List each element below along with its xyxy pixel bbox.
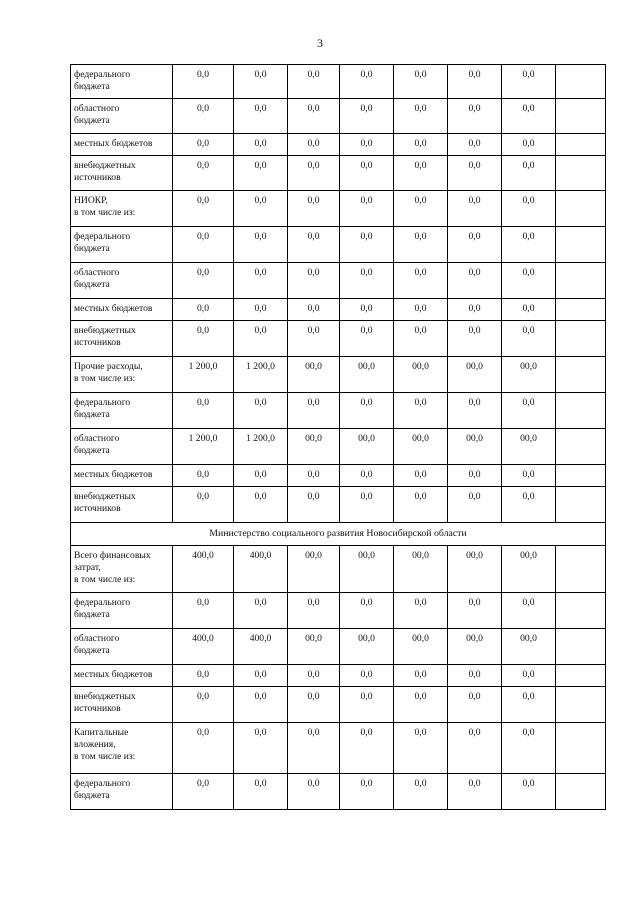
value-cell: 0,0: [502, 665, 556, 687]
value-cell: [556, 774, 606, 810]
row-label: [71, 263, 173, 299]
value-cell: 0,0: [234, 321, 288, 357]
row-label-line: Прочие расходы,: [74, 361, 143, 372]
value-cell: 0,0: [448, 593, 502, 629]
value-cell: 00,0: [502, 546, 556, 593]
row-label-line: источников: [74, 337, 121, 348]
value-cell: 0,0: [340, 723, 394, 774]
value-cell: 0,0: [502, 774, 556, 810]
row-label-line: вложения,: [74, 739, 116, 750]
value-cell: 00,0: [288, 429, 340, 465]
value-cell: 0,0: [502, 687, 556, 723]
value-cell: [556, 465, 606, 487]
value-cell: 0,0: [394, 134, 448, 156]
value-cell: 0,0: [173, 65, 234, 99]
value-cell: [556, 156, 606, 191]
value-cell: 0,0: [502, 227, 556, 263]
row-label-line: федерального: [74, 597, 131, 608]
value-cell: 1 200,0: [234, 429, 288, 465]
value-cell: 0,0: [234, 723, 288, 774]
value-cell: 0,0: [502, 263, 556, 299]
row-label: [71, 357, 173, 393]
value-cell: 0,0: [502, 299, 556, 321]
row-label-line: в том числе из:: [74, 574, 136, 585]
value-cell: 0,0: [394, 299, 448, 321]
value-cell: 0,0: [234, 156, 288, 191]
table-row: [71, 774, 606, 810]
value-cell: 0,0: [234, 263, 288, 299]
table-row: [71, 465, 606, 487]
value-cell: 0,0: [502, 134, 556, 156]
table-row: [71, 263, 606, 299]
value-cell: 00,0: [394, 546, 448, 593]
value-cell: 0,0: [173, 227, 234, 263]
value-cell: 0,0: [448, 65, 502, 99]
value-cell: [556, 357, 606, 393]
value-cell: 0,0: [502, 321, 556, 357]
section-header-row: [71, 523, 606, 546]
table-row: [71, 299, 606, 321]
value-cell: 0,0: [502, 593, 556, 629]
row-label: [71, 665, 173, 687]
section-header-row-group: [71, 523, 606, 546]
table-row: [71, 629, 606, 665]
row-label-line: бюджета: [74, 115, 110, 126]
value-cell: 0,0: [340, 774, 394, 810]
value-cell: 0,0: [448, 156, 502, 191]
value-cell: 0,0: [394, 774, 448, 810]
value-cell: 00,0: [448, 357, 502, 393]
value-cell: 0,0: [394, 99, 448, 134]
row-label-line: областного: [74, 633, 120, 644]
table-row: [71, 134, 606, 156]
value-cell: 1 200,0: [173, 357, 234, 393]
value-cell: 400,0: [234, 629, 288, 665]
row-label-line: бюджета: [74, 445, 110, 456]
value-cell: 00,0: [340, 629, 394, 665]
table-row: [71, 546, 606, 593]
value-cell: 0,0: [288, 465, 340, 487]
row-label-line: областного: [74, 267, 120, 278]
row-label: [71, 593, 173, 629]
value-cell: [556, 687, 606, 723]
value-cell: 0,0: [394, 465, 448, 487]
value-cell: 00,0: [448, 546, 502, 593]
table-row: [71, 65, 606, 99]
value-cell: 0,0: [234, 593, 288, 629]
row-label-line: источников: [74, 503, 121, 514]
value-cell: 0,0: [173, 593, 234, 629]
value-cell: 00,0: [288, 357, 340, 393]
value-cell: 0,0: [502, 99, 556, 134]
value-cell: 400,0: [173, 546, 234, 593]
row-label: [71, 629, 173, 665]
value-cell: 0,0: [340, 393, 394, 429]
value-cell: 0,0: [340, 299, 394, 321]
value-cell: 0,0: [448, 321, 502, 357]
value-cell: 0,0: [173, 723, 234, 774]
value-cell: 0,0: [288, 65, 340, 99]
row-label-line: местных бюджетов: [74, 303, 153, 314]
value-cell: 0,0: [234, 65, 288, 99]
value-cell: [556, 429, 606, 465]
value-cell: 0,0: [340, 321, 394, 357]
value-cell: 0,0: [288, 191, 340, 227]
value-cell: 0,0: [448, 393, 502, 429]
value-cell: 0,0: [340, 687, 394, 723]
value-cell: 0,0: [288, 687, 340, 723]
row-label-line: внебюджетных: [74, 691, 136, 702]
value-cell: 0,0: [173, 134, 234, 156]
table-row: [71, 487, 606, 523]
value-cell: 0,0: [448, 263, 502, 299]
row-label-line: федерального: [74, 231, 131, 242]
row-label: [71, 429, 173, 465]
value-cell: 0,0: [173, 774, 234, 810]
row-label-line: бюджета: [74, 279, 110, 290]
value-cell: 0,0: [234, 191, 288, 227]
value-cell: 0,0: [502, 487, 556, 523]
value-cell: 0,0: [502, 65, 556, 99]
value-cell: 0,0: [173, 99, 234, 134]
row-label: [71, 191, 173, 227]
section-title: Министерство социального развития Новосибирской области: [71, 523, 606, 546]
table-row: [71, 321, 606, 357]
value-cell: 0,0: [394, 156, 448, 191]
row-label-line: местных бюджетов: [74, 138, 153, 149]
table-row: [71, 357, 606, 393]
row-label: [71, 299, 173, 321]
value-cell: 0,0: [502, 393, 556, 429]
row-label-line: областного: [74, 433, 120, 444]
value-cell: 0,0: [394, 321, 448, 357]
value-cell: [556, 65, 606, 99]
value-cell: 0,0: [288, 299, 340, 321]
value-cell: 0,0: [288, 723, 340, 774]
value-cell: 0,0: [173, 465, 234, 487]
value-cell: 00,0: [340, 357, 394, 393]
value-cell: 0,0: [340, 134, 394, 156]
page-number: 3: [317, 36, 323, 50]
value-cell: 0,0: [340, 191, 394, 227]
value-cell: [556, 629, 606, 665]
value-cell: 00,0: [448, 429, 502, 465]
row-label-line: Всего финансовых: [74, 550, 151, 561]
row-label: [71, 687, 173, 723]
value-cell: 0,0: [173, 393, 234, 429]
table-row: [71, 99, 606, 134]
value-cell: [556, 487, 606, 523]
value-cell: 0,0: [288, 263, 340, 299]
value-cell: 00,0: [340, 429, 394, 465]
value-cell: 0,0: [234, 665, 288, 687]
value-cell: 0,0: [448, 687, 502, 723]
value-cell: 0,0: [448, 99, 502, 134]
value-cell: 0,0: [288, 227, 340, 263]
value-cell: 0,0: [173, 191, 234, 227]
value-cell: 0,0: [448, 487, 502, 523]
value-cell: 00,0: [340, 546, 394, 593]
value-cell: 0,0: [234, 487, 288, 523]
value-cell: 0,0: [288, 99, 340, 134]
value-cell: 0,0: [173, 687, 234, 723]
row-label-line: источников: [74, 703, 121, 714]
value-cell: 0,0: [234, 465, 288, 487]
row-label-line: внебюджетных: [74, 491, 136, 502]
row-label-line: внебюджетных: [74, 325, 136, 336]
value-cell: 0,0: [502, 465, 556, 487]
value-cell: 0,0: [394, 593, 448, 629]
value-cell: 0,0: [288, 393, 340, 429]
row-label-line: бюджета: [74, 243, 110, 254]
value-cell: 00,0: [394, 357, 448, 393]
value-cell: 00,0: [288, 546, 340, 593]
row-label: [71, 465, 173, 487]
value-cell: 0,0: [288, 321, 340, 357]
value-cell: 0,0: [340, 65, 394, 99]
value-cell: 0,0: [340, 665, 394, 687]
financing-table: [70, 64, 606, 810]
value-cell: 0,0: [340, 99, 394, 134]
row-label: [71, 156, 173, 191]
table-row: [71, 156, 606, 191]
value-cell: [556, 321, 606, 357]
row-label: [71, 65, 173, 99]
value-cell: 0,0: [394, 227, 448, 263]
value-cell: [556, 546, 606, 593]
value-cell: 0,0: [448, 774, 502, 810]
value-cell: 0,0: [394, 487, 448, 523]
value-cell: 0,0: [234, 227, 288, 263]
row-label: [71, 227, 173, 263]
value-cell: 0,0: [173, 665, 234, 687]
row-label-line: бюджета: [74, 609, 110, 620]
row-label: [71, 774, 173, 810]
value-cell: 00,0: [502, 357, 556, 393]
table-row: [71, 393, 606, 429]
row-label-line: местных бюджетов: [74, 469, 153, 480]
value-cell: [556, 593, 606, 629]
value-cell: [556, 134, 606, 156]
row-label-line: НИОКР,: [74, 195, 108, 206]
value-cell: 00,0: [448, 629, 502, 665]
value-cell: 0,0: [173, 487, 234, 523]
value-cell: 0,0: [234, 134, 288, 156]
row-label-line: бюджета: [74, 81, 110, 92]
row-label-line: бюджета: [74, 790, 110, 801]
value-cell: 00,0: [502, 629, 556, 665]
row-label-line: Капитальные: [74, 727, 129, 738]
value-cell: 400,0: [173, 629, 234, 665]
value-cell: 0,0: [173, 299, 234, 321]
value-cell: [556, 393, 606, 429]
value-cell: 0,0: [288, 134, 340, 156]
value-cell: 00,0: [502, 429, 556, 465]
value-cell: 1 200,0: [173, 429, 234, 465]
row-label: [71, 321, 173, 357]
value-cell: 0,0: [394, 65, 448, 99]
row-label-line: внебюджетных: [74, 160, 136, 171]
row-label-line: бюджета: [74, 645, 110, 656]
financing-table-body-part1: [71, 65, 606, 523]
table-row: [71, 723, 606, 774]
financing-table-body-part2: [71, 546, 606, 810]
value-cell: 0,0: [448, 723, 502, 774]
row-label: [71, 99, 173, 134]
value-cell: 0,0: [502, 191, 556, 227]
value-cell: 00,0: [288, 629, 340, 665]
value-cell: 0,0: [394, 687, 448, 723]
value-cell: 1 200,0: [234, 357, 288, 393]
value-cell: 0,0: [340, 465, 394, 487]
row-label-line: областного: [74, 103, 120, 114]
value-cell: 00,0: [394, 429, 448, 465]
value-cell: [556, 299, 606, 321]
row-label-line: в том числе из:: [74, 207, 136, 218]
row-label: [71, 546, 173, 593]
value-cell: 0,0: [448, 665, 502, 687]
value-cell: 0,0: [288, 487, 340, 523]
value-cell: [556, 723, 606, 774]
value-cell: 0,0: [340, 593, 394, 629]
row-label: [71, 487, 173, 523]
value-cell: 0,0: [173, 321, 234, 357]
value-cell: 0,0: [234, 299, 288, 321]
value-cell: 0,0: [448, 191, 502, 227]
value-cell: 0,0: [340, 156, 394, 191]
table-row: [71, 687, 606, 723]
value-cell: 0,0: [288, 593, 340, 629]
value-cell: 0,0: [394, 723, 448, 774]
value-cell: [556, 227, 606, 263]
value-cell: [556, 263, 606, 299]
value-cell: 0,0: [234, 774, 288, 810]
table-row: [71, 429, 606, 465]
row-label-line: федерального: [74, 69, 131, 80]
value-cell: 00,0: [394, 629, 448, 665]
table-row: [71, 227, 606, 263]
value-cell: [556, 191, 606, 227]
value-cell: 0,0: [448, 299, 502, 321]
value-cell: 0,0: [288, 156, 340, 191]
value-cell: 0,0: [448, 134, 502, 156]
value-cell: 0,0: [234, 393, 288, 429]
value-cell: 0,0: [340, 487, 394, 523]
table-row: [71, 593, 606, 629]
value-cell: 0,0: [288, 774, 340, 810]
value-cell: 400,0: [234, 546, 288, 593]
row-label-line: в том числе из:: [74, 751, 136, 762]
value-cell: 0,0: [394, 665, 448, 687]
value-cell: 0,0: [394, 263, 448, 299]
table-row: [71, 191, 606, 227]
row-label: [71, 134, 173, 156]
value-cell: 0,0: [502, 156, 556, 191]
row-label-line: источников: [74, 172, 121, 183]
row-label-line: федерального: [74, 397, 131, 408]
row-label: [71, 393, 173, 429]
value-cell: 0,0: [173, 156, 234, 191]
value-cell: 0,0: [340, 227, 394, 263]
value-cell: 0,0: [448, 465, 502, 487]
value-cell: 0,0: [173, 263, 234, 299]
value-cell: 0,0: [234, 687, 288, 723]
row-label-line: федерального: [74, 778, 131, 789]
value-cell: 0,0: [502, 723, 556, 774]
row-label-line: бюджета: [74, 409, 110, 420]
value-cell: 0,0: [340, 263, 394, 299]
value-cell: 0,0: [394, 191, 448, 227]
value-cell: 0,0: [448, 227, 502, 263]
table-row: [71, 665, 606, 687]
row-label-line: затрат,: [74, 562, 101, 573]
value-cell: 0,0: [234, 99, 288, 134]
value-cell: [556, 99, 606, 134]
value-cell: [556, 665, 606, 687]
row-label: [71, 723, 173, 774]
row-label-line: в том числе из:: [74, 373, 136, 384]
row-label-line: местных бюджетов: [74, 669, 153, 680]
value-cell: 0,0: [288, 665, 340, 687]
value-cell: 0,0: [394, 393, 448, 429]
